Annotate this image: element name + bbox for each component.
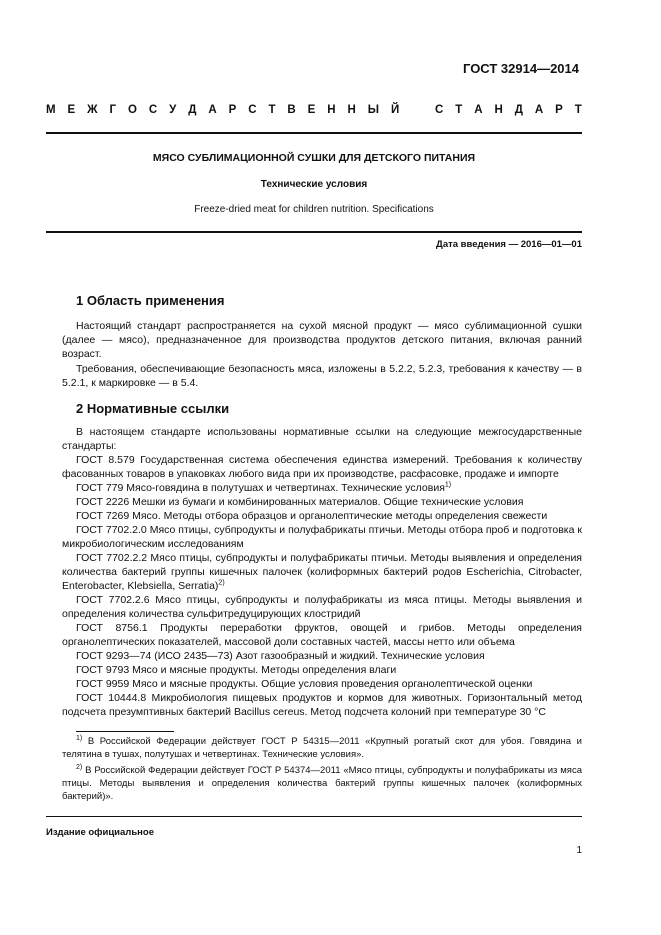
reference-text: ГОСТ 7269 Мясо. Методы отбора образцов и органолептические методы определения свежести — [76, 510, 548, 522]
page-number: 1 — [576, 845, 582, 856]
standard-type-letter: Д — [188, 104, 197, 116]
section-heading: 2 Нормативные ссылки — [76, 401, 230, 416]
reference-item — [62, 621, 582, 649]
reference-item — [62, 509, 582, 523]
footer-rule — [46, 816, 582, 817]
standard-type-letter: Е — [67, 104, 76, 116]
reference-text: ГОСТ 7702.2.6 Мясо птицы, субпродукты и полуфабрикаты из мяса птицы. Методы выявления и определения количества сульфитредуцирующих клостридий — [62, 594, 582, 620]
footnote-mark: 1) — [76, 734, 83, 742]
document-subtitle: Технические условия — [260, 179, 368, 190]
reference-text: ГОСТ 9959 Мясо и мясные продукты. Общие условия проведения органолептической оценки — [76, 678, 533, 690]
standard-type-letter: Д — [514, 104, 523, 116]
footnote-mark: 2) — [76, 763, 83, 771]
footnotes — [62, 735, 582, 806]
standard-type-line — [46, 104, 582, 116]
intro-date: Дата введения — 2016—01—01 — [436, 239, 582, 250]
standard-type-letter: Й — [390, 104, 400, 116]
footnote-text: В Российской Федерации действует ГОСТ Р 54374—2011 «Мясо птицы, субпродукты и полуфабрикаты из мяса птицы. Методы выявления и определения количества бактерий группы кишечных палочек (колиформных бактерий)». — [62, 765, 582, 802]
footnote-mark[interactable]: 2) — [218, 579, 225, 587]
standard-type-letter: С — [435, 104, 444, 116]
reference-item — [62, 551, 582, 593]
standard-type-letter: Г — [109, 104, 117, 116]
standard-type-letter: А — [534, 104, 544, 116]
standard-type-letter: О — [127, 104, 137, 116]
doc-code: ГОСТ 32914—2014 — [463, 61, 579, 76]
reference-item — [62, 481, 582, 495]
footnote-mark[interactable]: 1) — [444, 481, 452, 489]
reference-text: ГОСТ 8756.1 Продукты переработки фруктов, овощей и грибов. Методы определения органолептических показателей, массовой доли составных частей, массы нетто или объема — [62, 622, 582, 648]
footnote-text: В Российской Федерации действует ГОСТ Р 54315—2011 «Крупный рогатый скот для убоя. Говядина и телятина в тушах, полутушах и четвертинах. Технические условия». — [62, 736, 582, 760]
standard-type-letter: А — [208, 104, 217, 116]
standard-type-letter: Н — [347, 104, 356, 116]
section-heading: 1 Область применения — [76, 293, 225, 308]
edition-label: Издание официальное — [46, 827, 154, 838]
reference-text: ГОСТ 7702.2.0 Мясо птицы, субпродукты и полуфабрикаты птичьи. Методы отбора проб и подготовка к микробиологическим исследованиям — [62, 524, 582, 550]
standard-type-letter: В — [287, 104, 296, 116]
reference-text: ГОСТ 9293—74 (ИСО 2435—73) Азот газообразный и жидкий. Технические условия — [76, 650, 485, 662]
standard-type-letter: Е — [307, 104, 316, 116]
standard-type-letter: Р — [555, 104, 563, 116]
standard-type-letter: Ы — [367, 104, 380, 116]
footnote — [62, 764, 582, 803]
title-rule — [46, 231, 582, 233]
reference-item — [62, 663, 582, 677]
reference-item — [62, 495, 582, 509]
reference-text: ГОСТ 8.579 Государственная система обеспечения единства измерений. Требования к количеству фасованных товаров в упаковках любого вида при их производстве, расфасовке, продаже и импорте — [62, 454, 582, 480]
footnote — [62, 735, 582, 761]
standard-type-letter: С — [148, 104, 158, 116]
standard-type-letter: Н — [327, 104, 336, 116]
reference-text: ГОСТ 9793 Мясо и мясные продукты. Методы определения влаги — [76, 664, 397, 676]
document-title: МЯСО СУБЛИМАЦИОННОЙ СУШКИ ДЛЯ ДЕТСКОГО ПИТАНИЯ — [152, 152, 476, 164]
standard-type-letter: С — [248, 104, 257, 116]
standard-type-letter: А — [474, 104, 483, 116]
reference-text: ГОСТ 2226 Мешки из бумаги и комбинированных материалов. Общие технические условия — [76, 496, 524, 508]
reference-item — [62, 523, 582, 551]
paragraph: Требования, обеспечивающие безопасность мяса, изложены в 5.2.2, 5.2.3, требования к качеству — в 5.2.1, к маркировке — в 5.4. — [62, 363, 582, 389]
standard-type-letter: У — [169, 104, 177, 116]
references-list — [62, 425, 582, 719]
paragraph: В настоящем стандарте использованы нормативные ссылки на следующие межгосударственные стандарты: — [62, 426, 582, 452]
standard-type-letter: Т — [455, 104, 463, 116]
section-body — [62, 319, 582, 390]
standard-type-letter: М — [46, 104, 56, 116]
standard-type-letter: Ж — [87, 104, 98, 116]
standard-type-letter: Т — [268, 104, 276, 116]
standard-type-letter: Т — [574, 104, 582, 116]
reference-item — [62, 453, 582, 481]
reference-item — [62, 649, 582, 663]
reference-item — [62, 593, 582, 621]
english-title: Freeze-dried meat for children nutrition. Specifications — [194, 204, 434, 215]
reference-item — [62, 691, 582, 719]
standard-type-letter: Н — [494, 104, 503, 116]
reference-text: ГОСТ 7702.2.2 Мясо птицы, субпродукты и полуфабрикаты птичьи. Методы выявления и определения количества бактерий группы кишечных палочек (колиформных бактерий родов Escherichia, Citrobacter, Enterobacter, Klebsiella, Serratia) — [62, 552, 582, 592]
footnote-separator — [76, 731, 174, 732]
reference-item — [62, 677, 582, 691]
standard-type-letter: Р — [228, 104, 237, 116]
header-rule — [46, 132, 582, 134]
reference-text: ГОСТ 779 Мясо-говядина в полутушах и четвертинах. Технические условия — [76, 482, 445, 494]
paragraph: Настоящий стандарт распространяется на сухой мясной продукт — мясо сублимационной сушки (далее — мясо), предназначенное для производства продуктов детского питания, включая ранний возраст. — [62, 320, 582, 360]
reference-text: ГОСТ 10444.8 Микробиология пищевых продуктов и кормов для животных. Горизонтальный метод подсчета презумптивных бактерий Bacillus cereus. Метод подсчета колоний при температуре 30 °С — [62, 692, 582, 718]
